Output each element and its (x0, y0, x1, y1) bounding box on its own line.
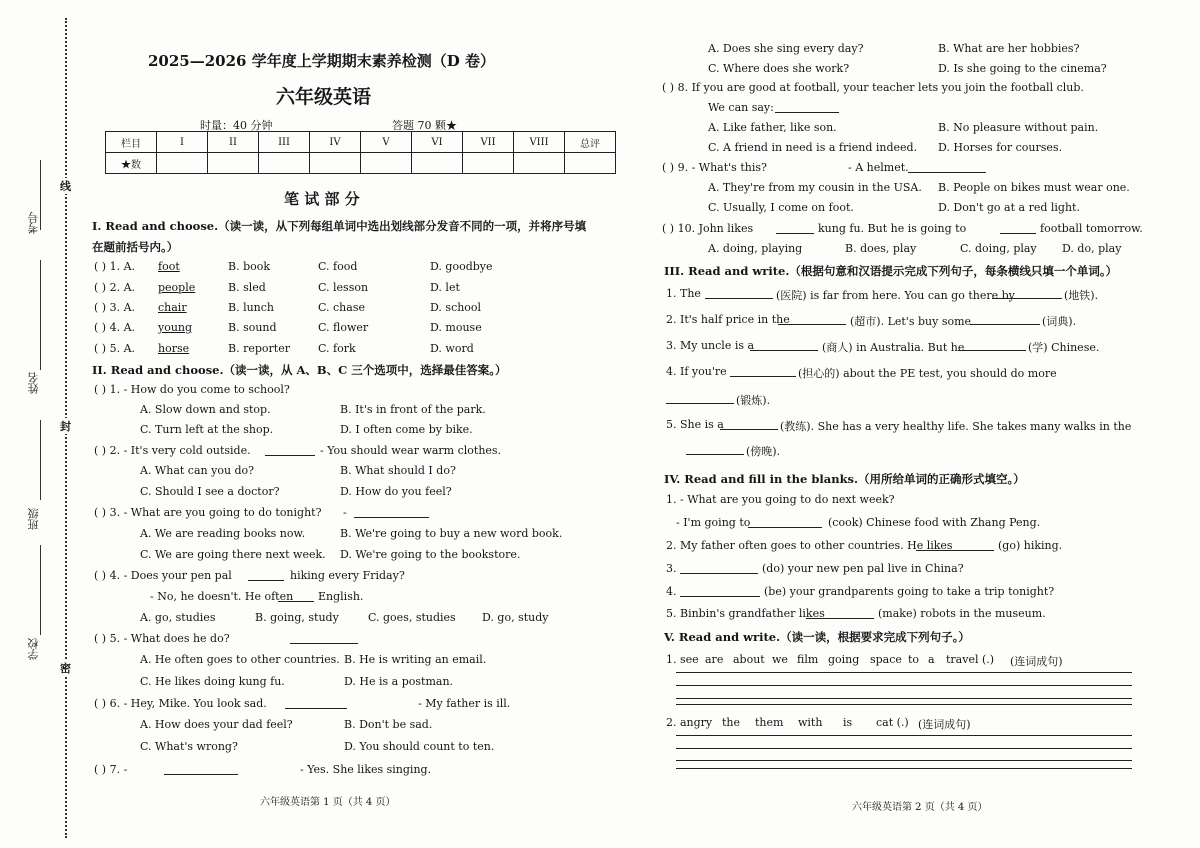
option-a: A. go, studies (140, 611, 216, 624)
answer-blank[interactable] (1000, 222, 1036, 234)
part2-q6-reply: - My father is ill. (418, 697, 511, 710)
part1-q-num: ( ) 1. A. (94, 260, 136, 273)
answer-blank[interactable] (958, 339, 1026, 351)
option-c: C. What's wrong? (140, 740, 238, 753)
part5-s2-word: cat (.) (876, 716, 909, 729)
option-b: B. He is writing an email. (344, 653, 487, 666)
answer-blank[interactable] (265, 444, 315, 456)
part3-s2-mid: (超市). Let's buy some (850, 315, 972, 328)
part5-s1-word: we (772, 653, 788, 666)
answer-blank[interactable] (908, 161, 986, 173)
part1-q-num: ( ) 5. A. (94, 342, 136, 355)
option-d: D. We're going to the bookstore. (340, 548, 521, 561)
answer-blank[interactable] (970, 313, 1040, 325)
seal-char-mi: 密 (60, 662, 71, 675)
part4-s1b-tail: (cook) Chinese food with Zhang Peng. (828, 516, 1041, 529)
part2-q3: ( ) 3. - What are you going to do tonight? (94, 506, 322, 519)
part5-s2-word: the (722, 716, 741, 729)
option-c: C. He likes doing kung fu. (140, 675, 285, 688)
part3-s3: 3. My uncle is a (666, 339, 755, 352)
option-c: C. doing, play (960, 242, 1037, 255)
part4-s2-tail: (go) hiking. (998, 539, 1063, 552)
option-d: D. Horses for courses. (938, 141, 1063, 154)
part5-s1-word: to (908, 653, 920, 666)
part4-s3-tail: (do) your new pen pal live in China? (762, 562, 964, 575)
answer-blank[interactable] (278, 590, 314, 602)
exam-title: 2025—2026 学年度上学期期末素养检测（D 卷） (148, 52, 495, 70)
option-b: B. What should I do? (340, 464, 456, 477)
part5-s1-word: (连词成句) (1010, 655, 1063, 668)
answer-blank[interactable] (750, 339, 818, 351)
part3-s3-mid: (商人) in Australia. But he (822, 341, 965, 354)
answer-line[interactable] (676, 768, 1132, 769)
part5-s1-word: going (828, 653, 860, 666)
option-c: C. goes, studies (368, 611, 456, 624)
part2-q9-reply: - A helmet. (848, 161, 909, 174)
part1-option-a: people (158, 281, 196, 294)
answer-line[interactable] (676, 698, 1132, 699)
answer-blank[interactable] (806, 607, 874, 619)
part3-s1-mid: (医院) is far from here. You can go there by (776, 289, 1015, 302)
option-a: A. Slow down and stop. (140, 403, 271, 416)
part2-q10-mid: kung fu. But he is going to (818, 222, 967, 235)
school-line (40, 545, 41, 635)
part5-s1-word: film (797, 653, 819, 666)
seal-char-feng: 封 (60, 420, 71, 433)
part1-option-c: C. food (318, 260, 358, 273)
score-table-header-row (106, 132, 616, 153)
answer-blank[interactable] (354, 506, 429, 518)
part5-s2-word: is (843, 716, 853, 729)
part5-s1-word: about (733, 653, 765, 666)
score-cell: IV (310, 132, 361, 153)
part2-q5: ( ) 5. - What does he do? (94, 632, 230, 645)
option-c: C. Turn left at the shop. (140, 423, 274, 436)
score-table-stars-row (106, 153, 616, 174)
option-c: C. Should I see a doctor? (140, 485, 280, 498)
part1-option-a: foot (158, 260, 180, 273)
score-cell: VIII (514, 132, 565, 153)
part3-s5-mid: (教练). She has a very healthy life. She takes many walks in the (780, 420, 1132, 433)
part3-heading: III. Read and write.（根据句意和汉语提示完成下列句子，每条横线只填一个单词。） (664, 264, 1118, 278)
answer-blank[interactable] (248, 569, 284, 581)
answer-blank[interactable] (775, 101, 839, 113)
part5-s2-word: (连词成句) (918, 718, 971, 731)
part1-option-a: young (158, 321, 193, 334)
part1-option-d: D. mouse (430, 321, 482, 334)
option-a: A. What can you do? (140, 464, 255, 477)
part4-s4: 4. (666, 585, 677, 598)
score-cell: VI (412, 132, 463, 153)
part1-q-num: ( ) 2. A. (94, 281, 136, 294)
answer-blank[interactable] (730, 365, 796, 377)
part1-option-c: C. flower (318, 321, 369, 334)
question-count: 答题 70 颗★ (392, 119, 457, 132)
part5-s2-word: with (798, 716, 823, 729)
score-cell: V (361, 132, 412, 153)
part1-option-b: B. sound (228, 321, 277, 334)
part3-s2-tail: (词典). (1042, 315, 1077, 328)
part1-q-num: ( ) 3. A. (94, 301, 136, 314)
time-limit: 时量：40 分钟 (200, 119, 273, 132)
part2-q2: ( ) 2. - It's very cold outside. (94, 444, 251, 457)
part5-s2-word: 2. angry (666, 716, 713, 729)
part1-option-a: horse (158, 342, 190, 355)
score-input-cell[interactable] (463, 153, 514, 174)
score-input-cell[interactable] (361, 153, 412, 174)
exam-no-label: 考号 (27, 212, 40, 234)
part2-q10: ( ) 10. John likes (662, 222, 754, 235)
part4-s1: 1. - What are you going to do next week? (666, 493, 895, 506)
part2-q2-reply: - You should wear warm clothes. (320, 444, 502, 457)
page-footer-right: 六年级英语第 2 页（共 4 页） (852, 802, 988, 813)
class-line (40, 420, 41, 500)
part2-q8: ( ) 8. If you are good at football, your teacher lets you join the football club. (662, 81, 1084, 94)
answer-line[interactable] (676, 672, 1132, 673)
answer-blank[interactable] (285, 697, 347, 709)
part1-option-d: D. let (430, 281, 460, 294)
part1-option-b: B. sled (228, 281, 266, 294)
option-a: A. We are reading books now. (140, 527, 306, 540)
page-footer-left: 六年级英语第 1 页（共 4 页） (260, 797, 396, 808)
option-a: A. He often goes to other countries. (140, 653, 340, 666)
option-a: A. They're from my cousin in the USA. (708, 181, 922, 194)
part3-s5-tail: (傍晚). (746, 445, 781, 458)
part5-heading: V. Read and write.（读一读，根据要求完成下列句子。） (664, 630, 970, 644)
score-table (105, 131, 616, 174)
part2-q4-reply: - No, he doesn't. He often (150, 590, 294, 603)
option-d: D. go, study (482, 611, 549, 624)
part1-option-d: D. school (430, 301, 482, 314)
answer-blank[interactable] (992, 287, 1062, 299)
answer-line[interactable] (676, 685, 1132, 686)
subject-title: 六年级英语 (276, 86, 372, 108)
answer-line[interactable] (676, 748, 1132, 749)
section-title: 笔 试 部 分 (284, 190, 360, 208)
part1-q-num: ( ) 4. A. (94, 321, 136, 334)
score-cell: III (259, 132, 310, 153)
answer-blank[interactable] (778, 313, 846, 325)
part1-option-b: B. reporter (228, 342, 290, 355)
score-cell: VII (463, 132, 514, 153)
score-cell: 总评 (565, 132, 616, 153)
part5-s2-word: them (755, 716, 784, 729)
option-d: D. do, play (1062, 242, 1122, 255)
part3-s4-tail: (锻炼). (736, 394, 771, 407)
option-b: B. People on bikes must wear one. (938, 181, 1130, 194)
school-label: 学校 (27, 638, 40, 660)
part3-s1: 1. The (666, 287, 701, 300)
answer-blank[interactable] (686, 443, 744, 455)
score-input-cell[interactable] (157, 153, 208, 174)
answer-blank[interactable] (666, 392, 734, 404)
answer-line[interactable] (676, 735, 1132, 736)
answer-blank[interactable] (290, 632, 358, 644)
part1-heading-cont: 在题前括号内。） (92, 240, 179, 254)
answer-blank[interactable] (680, 562, 758, 574)
score-cell: I (157, 132, 208, 153)
option-b: B. No pleasure without pain. (938, 121, 1099, 134)
score-input-cell[interactable] (208, 153, 259, 174)
part4-s5: 5. Binbin's grandfather likes (666, 607, 825, 620)
part4-s2: 2. My father often goes to other countries. He likes (666, 539, 953, 552)
option-d: D. How do you feel? (340, 485, 452, 498)
part1-option-c: C. fork (318, 342, 356, 355)
option-d: D. Don't go at a red light. (938, 201, 1080, 214)
name-line (40, 260, 41, 370)
part2-q4: ( ) 4. - Does your pen pal (94, 569, 232, 582)
part3-s3-tail: (学) Chinese. (1028, 341, 1100, 354)
seal-char-xian: 线 (60, 180, 71, 193)
part5-s1-word: space (870, 653, 902, 666)
answer-blank[interactable] (776, 222, 814, 234)
part2-heading: II. Read and choose.（读一读，从 A、B、C 三个选项中，选择最佳答案。） (92, 363, 507, 377)
option-b: B. going, study (255, 611, 339, 624)
option-d: D. He is a postman. (344, 675, 454, 688)
part2-q1: ( ) 1. - How do you come to school? (94, 383, 290, 396)
part2-q10-tail: football tomorrow. (1040, 222, 1143, 235)
option-b: B. does, play (845, 242, 917, 255)
answer-blank[interactable] (916, 539, 994, 551)
part1-option-c: C. chase (318, 301, 365, 314)
score-cell: ★数 (106, 153, 157, 174)
option-d: D. You should count to ten. (344, 740, 495, 753)
answer-blank[interactable] (720, 418, 778, 430)
option-b: B. It's in front of the park. (340, 403, 486, 416)
answer-line[interactable] (676, 760, 1132, 761)
option-a: A. Like father, like son. (708, 121, 837, 134)
part2-q4-reply-tail: English. (318, 590, 364, 603)
part2-q8-prompt: We can say: (708, 101, 774, 114)
option-c: C. A friend in need is a friend indeed. (708, 141, 918, 154)
part3-s4-mid: (担心的) about the PE test, you should do more (798, 367, 1057, 380)
part5-s1-word: travel (.) (946, 653, 995, 666)
part3-s5: 5. She is a (666, 418, 724, 431)
part2-q7-reply: - Yes. She likes singing. (300, 763, 432, 776)
part3-s4: 4. If you're (666, 365, 727, 378)
option-d: D. I often come by bike. (340, 423, 473, 436)
part2-q3-reply: - (343, 506, 347, 519)
class-label: 班级 (27, 508, 40, 530)
name-label: 姓名 (27, 372, 40, 394)
part5-s1-word: a (928, 653, 935, 666)
answer-blank[interactable] (164, 763, 238, 775)
part2-q9: ( ) 9. - What's this? (662, 161, 767, 174)
part1-option-d: D. word (430, 342, 474, 355)
option-a: A. How does your dad feel? (140, 718, 293, 731)
part1-option-c: C. lesson (318, 281, 369, 294)
option-c: C. We are going there next week. (140, 548, 326, 561)
part1-heading: I. Read and choose.（读一读，从下列每组单词中选出划线部分发音不同的一项，并将序号填 (92, 219, 587, 233)
answer-line[interactable] (676, 704, 1132, 705)
option-a: A. doing, playing (708, 242, 803, 255)
part2-q7: ( ) 7. - (94, 763, 128, 776)
option-b: B. We're going to buy a new word book. (340, 527, 563, 540)
part2-q4-tail: hiking every Friday? (290, 569, 405, 582)
score-input-cell[interactable] (412, 153, 463, 174)
answer-blank[interactable] (748, 516, 822, 528)
option-d: D. Is she going to the cinema? (938, 62, 1107, 75)
part5-s1-word: are (705, 653, 724, 666)
option-b: B. What are her hobbies? (938, 42, 1080, 55)
part3-s1-tail: (地铁). (1064, 289, 1099, 302)
part4-heading: IV. Read and fill in the blanks.（用所给单词的正确形式填空。） (664, 472, 1025, 486)
option-c: C. Usually, I come on foot. (708, 201, 854, 214)
answer-blank[interactable] (680, 585, 760, 597)
score-cell: 栏目 (106, 132, 157, 153)
score-input-cell[interactable] (565, 153, 616, 174)
part2-q6: ( ) 6. - Hey, Mike. You look sad. (94, 697, 267, 710)
score-input-cell[interactable] (514, 153, 565, 174)
answer-blank[interactable] (705, 287, 773, 299)
part1-option-b: B. lunch (228, 301, 275, 314)
part4-s4-tail: (be) your grandparents going to take a trip tonight? (764, 585, 1055, 598)
part4-s5-tail: (make) robots in the museum. (878, 607, 1046, 620)
part1-option-d: D. goodbye (430, 260, 493, 273)
score-input-cell[interactable] (259, 153, 310, 174)
part1-option-a: chair (158, 301, 187, 314)
score-cell: II (208, 132, 259, 153)
part4-s1b: - I'm going to (676, 516, 751, 529)
option-b: B. Don't be sad. (344, 718, 433, 731)
option-a: A. Does she sing every day? (708, 42, 864, 55)
part1-option-b: B. book (228, 260, 271, 273)
part3-s2: 2. It's half price in the (666, 313, 790, 326)
score-input-cell[interactable] (310, 153, 361, 174)
option-c: C. Where does she work? (708, 62, 850, 75)
part5-s1-word: 1. see (666, 653, 699, 666)
part4-s3: 3. (666, 562, 677, 575)
